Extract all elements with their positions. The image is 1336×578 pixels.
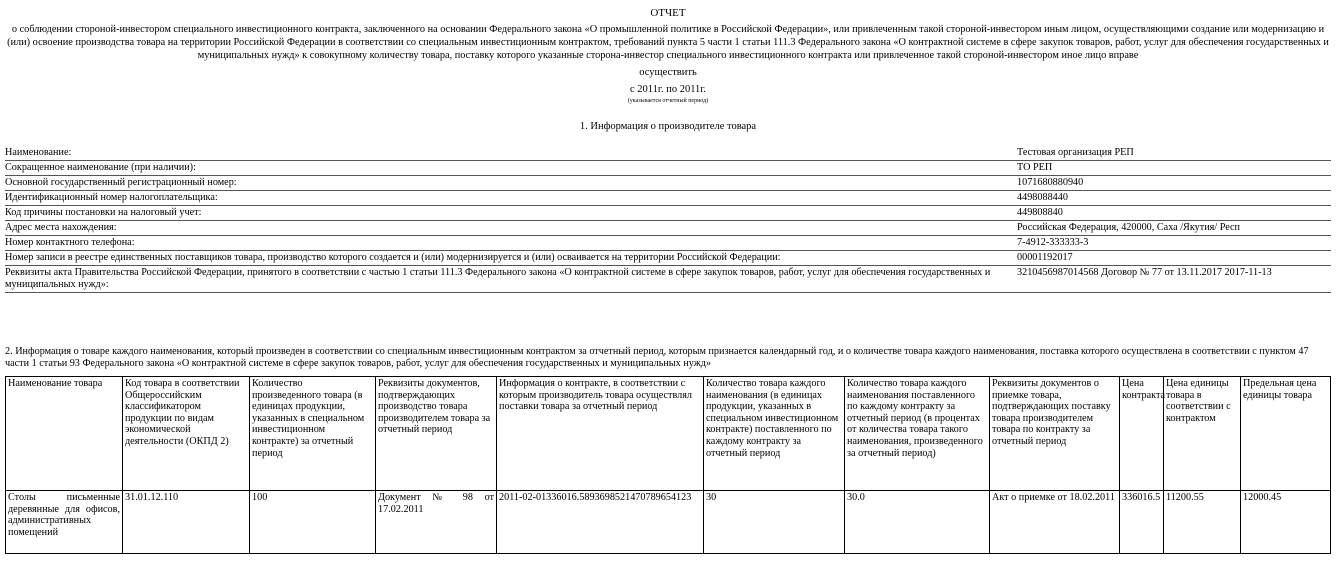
cell-delivered-percent: 30.0: [845, 491, 990, 554]
info-row-government-act: [5, 266, 1331, 293]
info-label: Номер записи в реестре единственных поставщиков товара, производство которого создается и (или) модернизируется и (или) осваивается на территории Российской Федерации:: [5, 251, 1017, 266]
col-header-max-unit-price: Предельная цена единицы товара: [1241, 377, 1331, 491]
producer-info-table: [5, 146, 1331, 293]
cell-produced-quantity: 100: [250, 491, 376, 554]
cell-contract-price: 336016.5: [1120, 491, 1164, 554]
goods-table: [5, 376, 1331, 554]
col-header-delivered-percent: Количество товара каждого наименования поставленного по каждому контракту за отчетный период (в процентах от количества товара такого наименования, произведенного за отчетный период): [845, 377, 990, 491]
info-label: Код причины постановки на налоговый учет:: [5, 206, 1017, 221]
cell-contract-info: 2011-02-01336016.5893698521470789654123: [497, 491, 704, 554]
report-period-note: (указывается отчетный период): [627, 98, 709, 104]
section1-heading: 1. Информация о производителе товара: [579, 121, 757, 132]
info-value: 449808840: [1017, 206, 1331, 221]
col-header-unit-price: Цена единицы товара в соответствии с контрактом: [1164, 377, 1241, 491]
cell-okpd2-code: 31.01.12.110: [123, 491, 250, 554]
info-row-phone: [5, 236, 1331, 251]
table-row: [6, 491, 1331, 554]
info-label: Реквизиты акта Правительства Российской Федерации, принятого в соответствии с частью 1 статьи 111.3 Федерального закона «О контрактной системе в сфере закупок товаров, работ, услуг для обеспечения государственных и муниципальных нужд»:: [5, 266, 1017, 293]
cell-max-unit-price: 12000.45: [1241, 491, 1331, 554]
info-row-inn: [5, 191, 1331, 206]
col-header-delivered-quantity: Количество товара каждого наименования (в единицах продукции, указанных в специальном инвестиционном контракте) поставленного по каждому контракту за отчетный период: [704, 377, 845, 491]
section2-heading: 2. Информация о товаре каждого наименования, который произведен в соответствии со специальным инвестиционным контрактом за отчетный период, которым признается календарный год, и о количестве товара каждого наименования, поставка которого осуществлена в соответствии с пунктом 47 части 1 статьи 93 Федерального закона «О контрактной системе в сфере закупок товаров, работ, услуг для обеспечения государственных и муниципальных нужд»: [5, 346, 1309, 369]
info-label: Сокращенное наименование (при наличии):: [5, 161, 1017, 176]
info-value: 1071680880940: [1017, 176, 1331, 191]
info-row-short-name: [5, 161, 1331, 176]
info-value: Российская Федерация, 420000, Саха /Якутия/ Респ: [1017, 221, 1331, 236]
info-row-registry-number: [5, 251, 1331, 266]
info-label: Наименование:: [5, 146, 1017, 161]
cell-unit-price: 11200.55: [1164, 491, 1241, 554]
report-period: с 2011г. по 2011г.: [629, 84, 707, 95]
info-row-ogrn: [5, 176, 1331, 191]
info-value: 00001192017: [1017, 251, 1331, 266]
col-header-production-documents: Реквизиты документов, подтверждающих производство товара производителем товара за отчетный период: [376, 377, 497, 491]
info-value: 7-4912-333333-3: [1017, 236, 1331, 251]
info-row-address: [5, 221, 1331, 236]
report-intro: о соблюдении стороной-инвестором специального инвестиционного контракта, заключенного на основании Федерального закона «О промышленной политике в Российской Федерации», или привлеченным такой стороной-инвестором иным лицом, осуществляющими создание или модернизацию и (или) освоение производства товара на территории Российской Федерации в соответствии со специальным инвестиционным контрактом, требований пункта 5 части 1 статьи 111.3 Федерального закона «О контрактной системе в сфере закупок товаров, работ, услуг для обеспечения государственных и муниципальных нужд» к совокупному количеству товара, поставку которого указанные сторона-инвестор специального инвестиционного контракта или привлеченное такой стороной-инвестором иное лицо вправе: [7, 24, 1329, 61]
cell-delivered-quantity: 30: [704, 491, 845, 554]
cell-production-documents: Документ № 98 от 17.02.2011: [376, 491, 497, 554]
info-row-kpp: [5, 206, 1331, 221]
info-label: Основной государственный регистрационный номер:: [5, 176, 1017, 191]
info-value: Тестовая организация РЕП: [1017, 146, 1331, 161]
col-header-okpd2-code: Код товара в соответствии Общероссийским классификатором продукции по видам экономической деятельности (ОКПД 2): [123, 377, 250, 491]
col-header-product-name: Наименование товара: [6, 377, 123, 491]
cell-product-name: Столы письменные деревянные для офисов, административных помещений: [6, 491, 123, 554]
cell-acceptance-documents: Акт о приемке от 18.02.2011: [990, 491, 1120, 554]
col-header-contract-price: Цена контракта: [1120, 377, 1164, 491]
info-value: 4498088440: [1017, 191, 1331, 206]
col-header-contract-info: Информация о контракте, в соответствии с которым производитель товара осуществлял поставки товара за отчетный период: [497, 377, 704, 491]
info-label: Идентификационный номер налогоплательщика:: [5, 191, 1017, 206]
info-label: Номер контактного телефона:: [5, 236, 1017, 251]
info-value: ТО РЕП: [1017, 161, 1331, 176]
info-value: 3210456987014568 Договор № 77 от 13.11.2017 2017-11-13: [1017, 266, 1331, 293]
report-exercise: осуществить: [639, 67, 697, 78]
col-header-produced-quantity: Количество произведенного товара (в единицах продукции, указанных в специальном инвестиционном контракте) за отчетный период: [250, 377, 376, 491]
info-row-name: [5, 146, 1331, 161]
report-title: ОТЧЕТ: [650, 7, 686, 19]
col-header-acceptance-documents: Реквизиты документов о приемке товара, подтверждающих поставку товара производителем товара по контракту за отчетный период: [990, 377, 1120, 491]
info-label: Адрес места нахождения:: [5, 221, 1017, 236]
goods-header-row: [6, 377, 1331, 491]
